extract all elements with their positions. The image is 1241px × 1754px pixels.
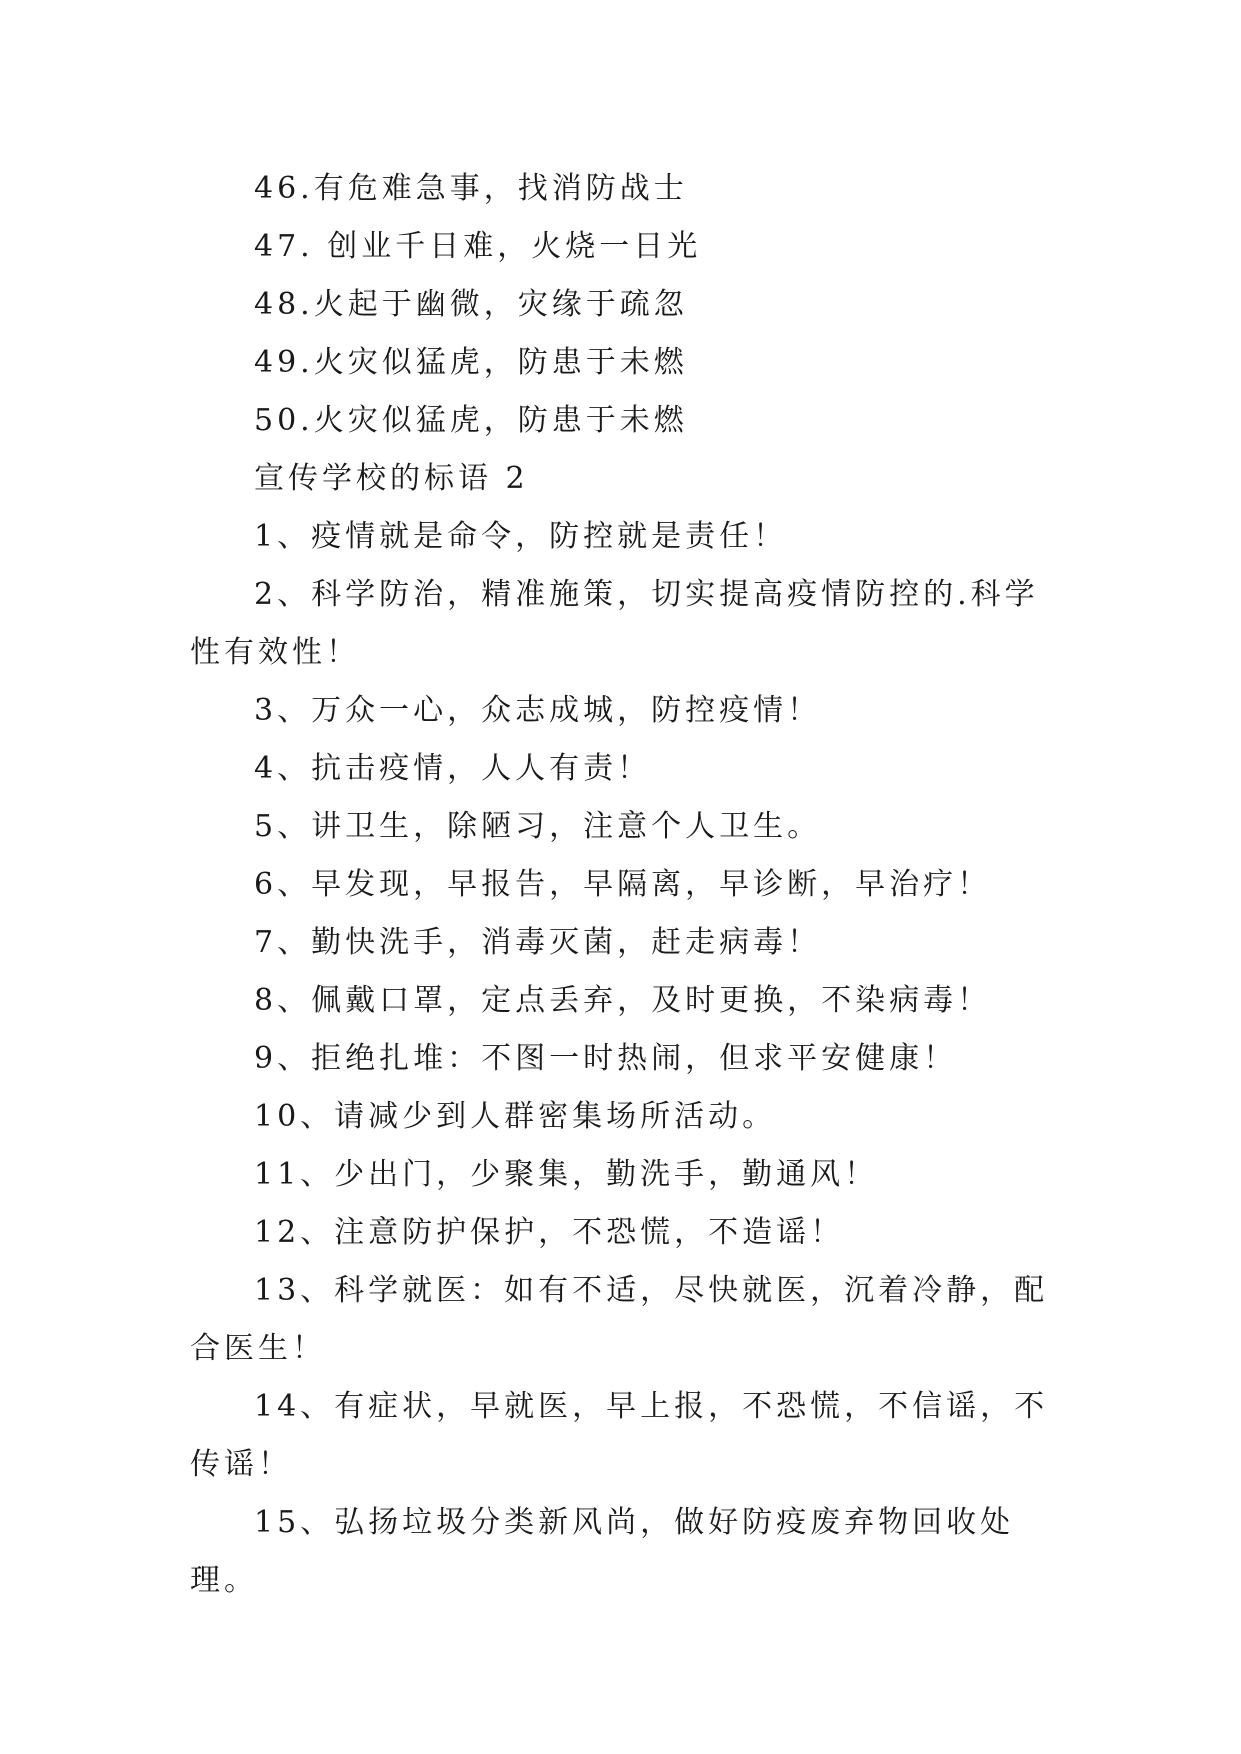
- paragraph: 48.火起于幽微，灾缘于疏忽: [254, 287, 688, 322]
- paragraph: 46.有危难急事，找消防战士: [254, 171, 688, 206]
- paragraph: 12、注意防护保护，不恐慌，不造谣！: [254, 1215, 845, 1250]
- paragraph: 10、请减少到人群密集场所活动。: [254, 1099, 777, 1134]
- paragraph: 15、弘扬垃圾分类新风尚，做好防疫废弃物回收处理。: [190, 1505, 1015, 1598]
- paragraph: 2、科学防治，精准施策，切实提高疫情防控的.科学性有效性！: [190, 577, 1039, 670]
- paragraph: 47. 创业千日难，火烧一日光: [254, 229, 702, 264]
- paragraph: 4、抗击疫情，人人有责！: [254, 751, 652, 786]
- paragraph: 11、少出门，少聚集，勤洗手，勤通风！: [254, 1157, 879, 1192]
- paragraph: 5、讲卫生，除陋习，注意个人卫生。: [254, 809, 822, 844]
- paragraph: 49.火灾似猛虎，防患于未燃: [254, 345, 688, 380]
- paragraph: 8、佩戴口罩，定点丢弃，及时更换，不染病毒！: [254, 983, 992, 1018]
- paragraph: 9、拒绝扎堆：不图一时热闹，但求平安健康！: [254, 1041, 958, 1076]
- paragraph: 3、万众一心，众志成城，防控疫情！: [254, 693, 822, 728]
- paragraph: 50.火灾似猛虎，防患于未燃: [254, 403, 688, 438]
- document-body: [190, 160, 1070, 1610]
- paragraph: 6、早发现，早报告，早隔离，早诊断，早治疗！: [254, 867, 992, 902]
- section-heading: 宣传学校的标语 2: [254, 461, 529, 496]
- paragraph: 1、疫情就是命令，防控就是责任！: [254, 519, 788, 554]
- paragraph: 13、科学就医：如有不适，尽快就医，沉着冷静，配合医生！: [190, 1273, 1049, 1366]
- paragraph: 14、有症状，早就医，早上报，不恐慌，不信谣，不传谣！: [190, 1389, 1049, 1482]
- paragraph: 7、勤快洗手，消毒灭菌，赶走病毒！: [254, 925, 822, 960]
